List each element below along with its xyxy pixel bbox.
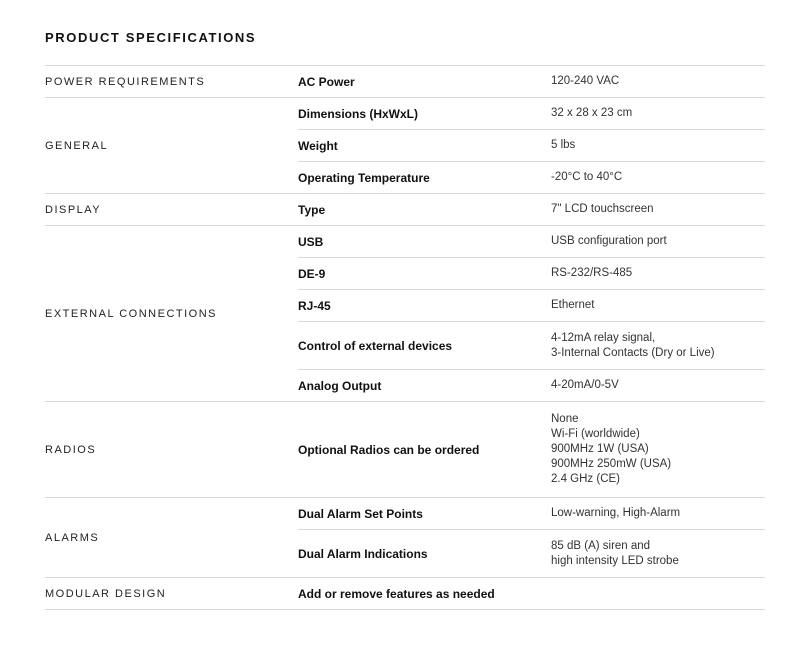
spec-rows — [298, 578, 765, 609]
spec-rows — [298, 226, 765, 401]
feature-label: RJ-45 — [298, 298, 331, 313]
feature-label: USB — [298, 234, 324, 249]
feature-value: 85 dB (A) siren and high intensity LED strobe — [551, 539, 679, 567]
spec-row — [298, 369, 765, 401]
feature-value: Ethernet — [551, 299, 595, 311]
category-label: RADIOS — [45, 443, 97, 456]
spec-row — [298, 321, 765, 369]
feature-label: Optional Radios can be ordered — [298, 442, 480, 457]
spec-rows — [298, 194, 765, 225]
spec-table — [45, 65, 765, 610]
feature-value: 4-20mA/0-5V — [551, 379, 619, 391]
feature-value: 7" LCD touchscreen — [551, 203, 654, 215]
spec-group — [45, 498, 765, 578]
feature-label: Control of external devices — [298, 338, 453, 353]
spec-group — [45, 578, 765, 610]
category-label: GENERAL — [45, 139, 109, 152]
feature-value: 4-12mA relay signal, 3-Internal Contacts (Dry or Live) — [551, 331, 715, 359]
category-label: EXTERNAL CONNECTIONS — [45, 307, 218, 320]
spec-group — [45, 194, 765, 226]
feature-value: USB configuration port — [551, 235, 667, 247]
feature-label: Type — [298, 202, 326, 217]
category-label: DISPLAY — [45, 203, 102, 216]
feature-label: Dimensions (HxWxL) — [298, 106, 419, 121]
feature-value: 32 x 28 x 23 cm — [551, 107, 633, 119]
feature-value: 5 lbs — [551, 139, 576, 151]
feature-value: 120-240 VAC — [551, 75, 620, 87]
spec-group — [45, 66, 765, 98]
spec-rows — [298, 98, 765, 193]
category-label: ALARMS — [45, 531, 100, 544]
spec-row — [298, 578, 765, 609]
spec-row — [298, 98, 765, 129]
page-title: PRODUCT SPECIFICATIONS — [45, 30, 257, 45]
category-label: MODULAR DESIGN — [45, 587, 167, 600]
feature-label: Weight — [298, 138, 338, 153]
spec-row — [298, 161, 765, 193]
feature-label: Analog Output — [298, 378, 382, 393]
spec-row — [298, 66, 765, 97]
feature-label: Dual Alarm Indications — [298, 546, 428, 561]
feature-label: DE-9 — [298, 266, 326, 281]
feature-value: None Wi-Fi (worldwide) 900MHz 1W (USA) 900MHz 250mW (USA) 2.4 GHz (CE) — [551, 413, 672, 485]
spec-row — [298, 498, 765, 529]
spec-rows — [298, 66, 765, 97]
feature-value: -20°C to 40°C — [551, 171, 623, 183]
spec-row — [298, 257, 765, 289]
feature-value: RS-232/RS-485 — [551, 267, 633, 279]
feature-label: Add or remove features as needed — [298, 586, 495, 601]
spec-row — [298, 529, 765, 577]
spec-rows — [298, 402, 765, 497]
feature-label: Operating Temperature — [298, 170, 430, 185]
spec-rows — [298, 498, 765, 577]
spec-group — [45, 226, 765, 402]
spec-row — [298, 226, 765, 257]
spec-group — [45, 402, 765, 498]
feature-value: Low-warning, High-Alarm — [551, 507, 681, 519]
spec-row — [298, 129, 765, 161]
spec-row — [298, 402, 765, 497]
spec-row — [298, 289, 765, 321]
feature-label: AC Power — [298, 74, 355, 89]
spec-row — [298, 194, 765, 225]
category-label: POWER REQUIREMENTS — [45, 75, 206, 88]
feature-label: Dual Alarm Set Points — [298, 506, 423, 521]
spec-group — [45, 98, 765, 194]
